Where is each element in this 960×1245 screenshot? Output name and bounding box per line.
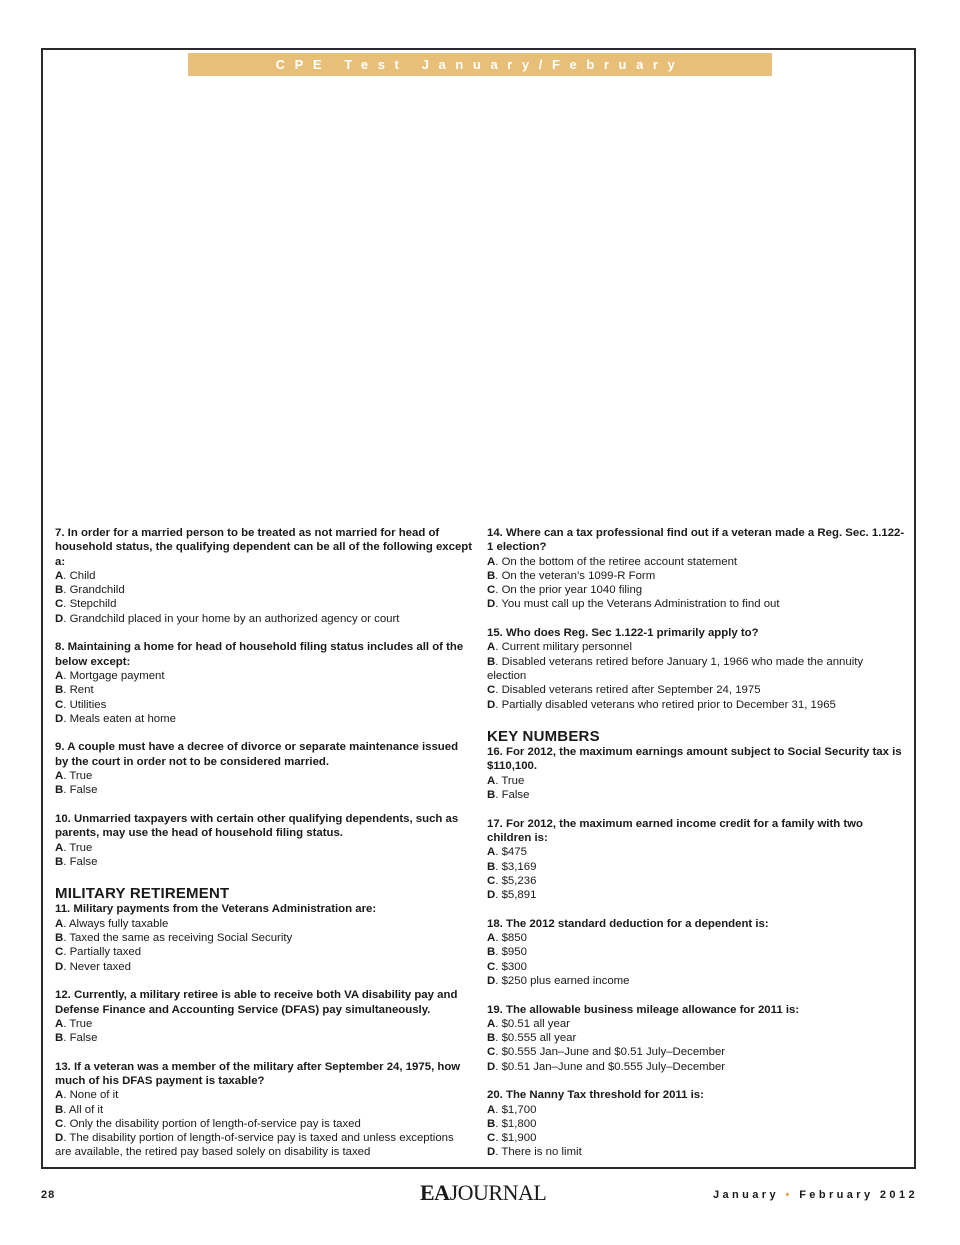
option-b: B. False bbox=[55, 784, 98, 797]
option-b: B. $0.555 all year bbox=[487, 1032, 577, 1045]
question-14 bbox=[487, 526, 905, 612]
option-d: D. The disability portion of length-of-service pay is taxed and unless exceptions are available, the retired pay based solely on disability is taxed bbox=[55, 1132, 454, 1159]
section-heading-key-numbers: KEY NUMBERS bbox=[487, 728, 600, 746]
question-11 bbox=[55, 902, 473, 973]
question-12 bbox=[55, 988, 473, 1045]
option-a: A. True bbox=[55, 770, 93, 783]
option-c: C. $0.555 Jan–June and $0.51 July–December bbox=[487, 1046, 726, 1059]
page-number: 28 bbox=[41, 1189, 56, 1201]
option-c: C. On the prior year 1040 filing bbox=[487, 584, 643, 597]
left-column bbox=[55, 526, 473, 1174]
option-b: B. Taxed the same as receiving Social Security bbox=[55, 932, 293, 945]
option-b: B. False bbox=[55, 855, 98, 868]
option-d: D. You must call up the Veterans Administration to find out bbox=[487, 598, 780, 611]
question-15 bbox=[487, 626, 905, 712]
option-a: A. $850 bbox=[487, 932, 527, 945]
option-d: D. $250 plus earned income bbox=[487, 974, 630, 987]
option-b: B. $1,800 bbox=[487, 1117, 537, 1130]
question-text: 17. For 2012, the maximum earned income credit for a family with two children is: bbox=[487, 817, 864, 844]
issue-month-2: February 2012 bbox=[799, 1189, 918, 1201]
ea-journal-logo bbox=[420, 1180, 546, 1206]
logo-journal-text: JOURNAL bbox=[449, 1180, 547, 1205]
option-a: A. On the bottom of the retiree account statement bbox=[487, 555, 738, 568]
option-d: D. There is no limit bbox=[487, 1146, 582, 1159]
option-a: A. $475 bbox=[487, 846, 527, 859]
question-text: 16. For 2012, the maximum earnings amount subject to Social Security tax is $110,100. bbox=[487, 746, 902, 773]
question-text: 7. In order for a married person to be treated as not married for head of household status, the qualifying dependent can be all of the following except a: bbox=[55, 527, 473, 568]
option-a: A. True bbox=[55, 1017, 93, 1030]
option-a: A. True bbox=[487, 774, 525, 787]
option-c: C. $300 bbox=[487, 960, 527, 973]
logo-ea-text: EA bbox=[420, 1180, 450, 1205]
section-banner: CPE Test January/February bbox=[188, 53, 772, 76]
option-a: A. Mortgage payment bbox=[55, 669, 165, 682]
option-a: A. None of it bbox=[55, 1089, 119, 1102]
option-b: B. $3,169 bbox=[487, 860, 537, 873]
option-c: C. Disabled veterans retired after September 24, 1975 bbox=[487, 684, 761, 697]
option-b: B. On the veteran’s 1099-R Form bbox=[487, 569, 656, 582]
option-c: C. $5,236 bbox=[487, 874, 537, 887]
question-text: 9. A couple must have a decree of divorce or separate maintenance issued by the court in order not to be considered married. bbox=[55, 741, 459, 768]
question-16 bbox=[487, 745, 905, 802]
separator-dot: • bbox=[785, 1189, 793, 1201]
question-19 bbox=[487, 1003, 905, 1074]
question-10 bbox=[55, 812, 473, 869]
right-column bbox=[487, 526, 905, 1174]
option-c: C. Stepchild bbox=[55, 598, 117, 611]
option-a: A. $1,700 bbox=[487, 1103, 537, 1116]
option-c: C. Utilities bbox=[55, 698, 107, 711]
section-heading-military: MILITARY RETIREMENT bbox=[55, 885, 230, 903]
question-17 bbox=[487, 817, 905, 903]
option-d: D. $5,891 bbox=[487, 889, 537, 902]
option-d: D. $0.51 Jan–June and $0.555 July–December bbox=[487, 1060, 726, 1073]
option-c: C. Partially taxed bbox=[55, 946, 142, 959]
option-b: B. False bbox=[487, 789, 530, 802]
option-c: C. $1,900 bbox=[487, 1132, 537, 1145]
question-text: 15. Who does Reg. Sec 1.122-1 primarily apply to? bbox=[487, 627, 759, 640]
option-c: C. Only the disability portion of length-of-service pay is taxed bbox=[55, 1117, 361, 1130]
question-18 bbox=[487, 917, 905, 988]
option-b: B. All of it bbox=[55, 1103, 104, 1116]
question-7 bbox=[55, 526, 473, 626]
issue-month-1: January bbox=[712, 1189, 779, 1201]
option-a: A. True bbox=[55, 841, 93, 854]
question-text: 12. Currently, a military retiree is able to receive both VA disability pay and Defense Finance and Accounting Service (DFAS) pay simultaneously. bbox=[55, 989, 458, 1016]
option-d: D. Partially disabled veterans who retired prior to December 31, 1965 bbox=[487, 698, 836, 711]
option-b: B. Rent bbox=[55, 684, 94, 697]
option-d: D. Meals eaten at home bbox=[55, 712, 176, 725]
option-a: A. Always fully taxable bbox=[55, 917, 169, 930]
option-b: B. Disabled veterans retired before January 1, 1966 who made the annuity election bbox=[487, 655, 864, 682]
question-20 bbox=[487, 1088, 905, 1159]
option-b: B. $950 bbox=[487, 946, 527, 959]
question-text: 10. Unmarried taxpayers with certain other qualifying dependents, such as parents, may use the head of household filing status. bbox=[55, 812, 459, 840]
option-a: A. $0.51 all year bbox=[487, 1017, 570, 1030]
option-b: B. False bbox=[55, 1032, 98, 1045]
question-text: 18. The 2012 standard deduction for a dependent is: bbox=[487, 917, 769, 930]
option-a: A. Child bbox=[55, 569, 96, 582]
option-a: A. Current military personnel bbox=[487, 641, 632, 654]
question-text: 20. The Nanny Tax threshold for 2011 is: bbox=[487, 1089, 704, 1102]
option-d: D. Grandchild placed in your home by an authorized agency or court bbox=[55, 612, 400, 625]
question-text: 11. Military payments from the Veterans Administration are: bbox=[55, 903, 377, 916]
question-text: 8. Maintaining a home for head of household filing status includes all of the below except: bbox=[55, 641, 464, 668]
option-b: B. Grandchild bbox=[55, 584, 125, 597]
question-9 bbox=[55, 740, 473, 797]
question-text: 14. Where can a tax professional find out if a veteran made a Reg. Sec. 1.122-1 election? bbox=[487, 527, 905, 554]
question-text: 13. If a veteran was a member of the military after September 24, 1975, how much of his DFAS payment is taxable? bbox=[55, 1060, 461, 1087]
question-text: 19. The allowable business mileage allowance for 2011 is: bbox=[487, 1003, 800, 1016]
option-d: D. Never taxed bbox=[55, 960, 131, 973]
issue-date bbox=[713, 1189, 918, 1201]
question-13 bbox=[55, 1060, 473, 1160]
question-8 bbox=[55, 640, 473, 726]
